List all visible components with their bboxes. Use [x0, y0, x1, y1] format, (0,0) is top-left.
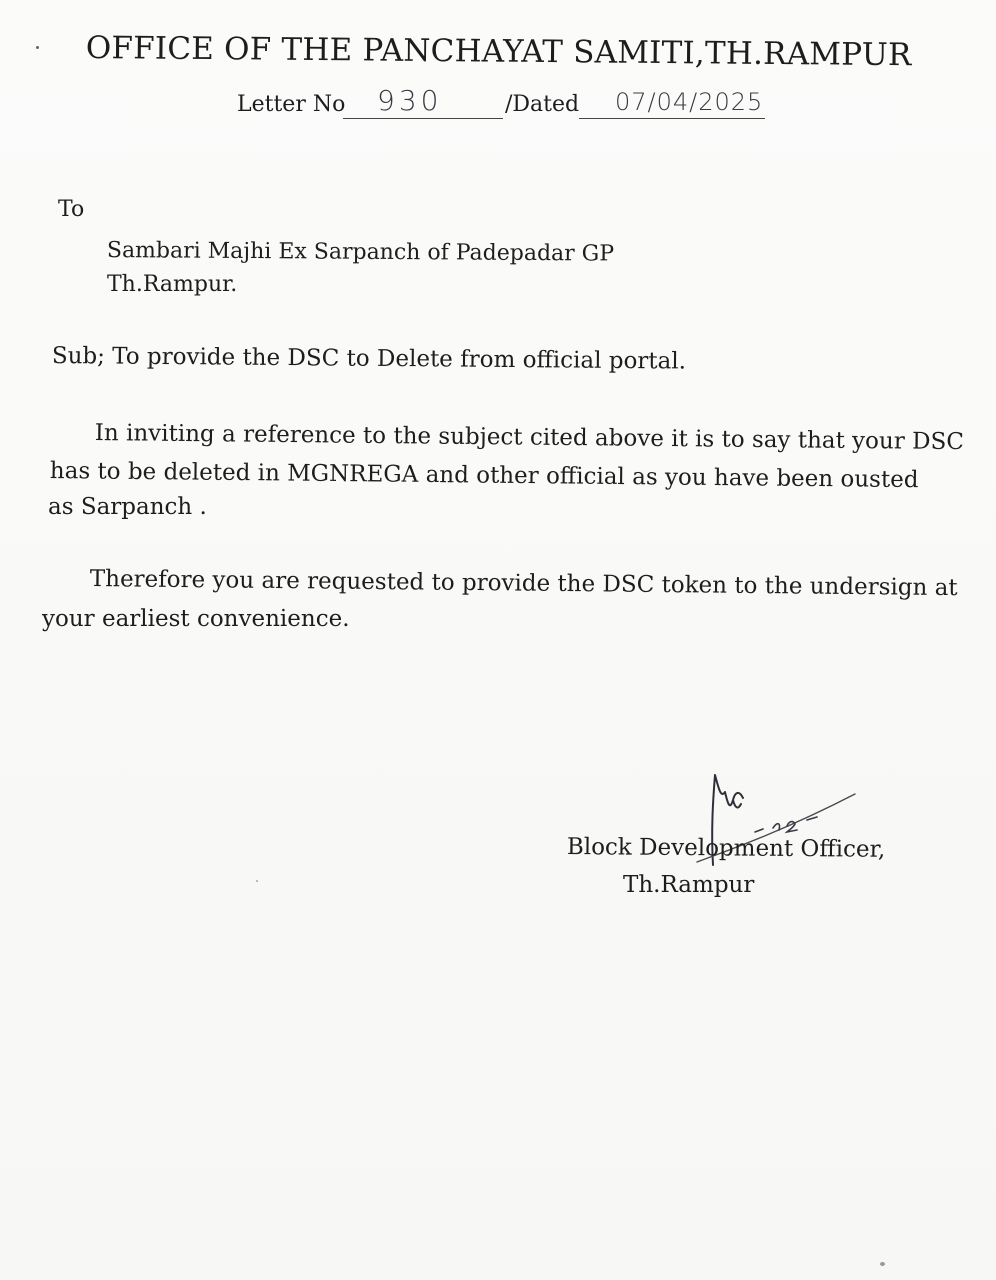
dated-label: /Dated: [505, 92, 580, 117]
scan-speck: [36, 46, 39, 49]
body-para1-line1: In inviting a reference to the subject cited above it is to say that your DSC: [94, 420, 965, 456]
recipient-name: Sambari Majhi Ex Sarpanch of Padepadar GP: [106, 238, 615, 267]
body-para1-line3: as Sarpanch .: [48, 494, 207, 520]
letter-no-label: Letter No: [237, 92, 346, 117]
reference-line: [237, 84, 797, 132]
scan-speck: [880, 1262, 885, 1266]
recipient-place: Th.Rampur.: [107, 272, 238, 297]
signatory-designation: Block Development Officer,: [566, 834, 886, 863]
handwritten-signature: [695, 770, 870, 880]
body-para2-line1: Therefore you are requested to provide the DSC token to the undersign at: [89, 566, 958, 602]
dated-value: 07/04/2025: [615, 88, 764, 116]
body-para2-line2: your earliest convenience.: [42, 606, 350, 632]
subject-line: Sub; To provide the DSC to Delete from official portal.: [51, 343, 687, 375]
scan-speck: [256, 880, 258, 882]
signatory-place: Th.Rampur: [623, 872, 755, 898]
letter-no-value: 930: [377, 84, 443, 117]
office-title: OFFICE OF THE PANCHAYAT SAMITI,TH.RAMPUR: [85, 30, 912, 74]
body-para1-line2: has to be deleted in MGNREGA and other official as you have been ousted: [49, 458, 919, 494]
to-label: To: [58, 197, 85, 222]
